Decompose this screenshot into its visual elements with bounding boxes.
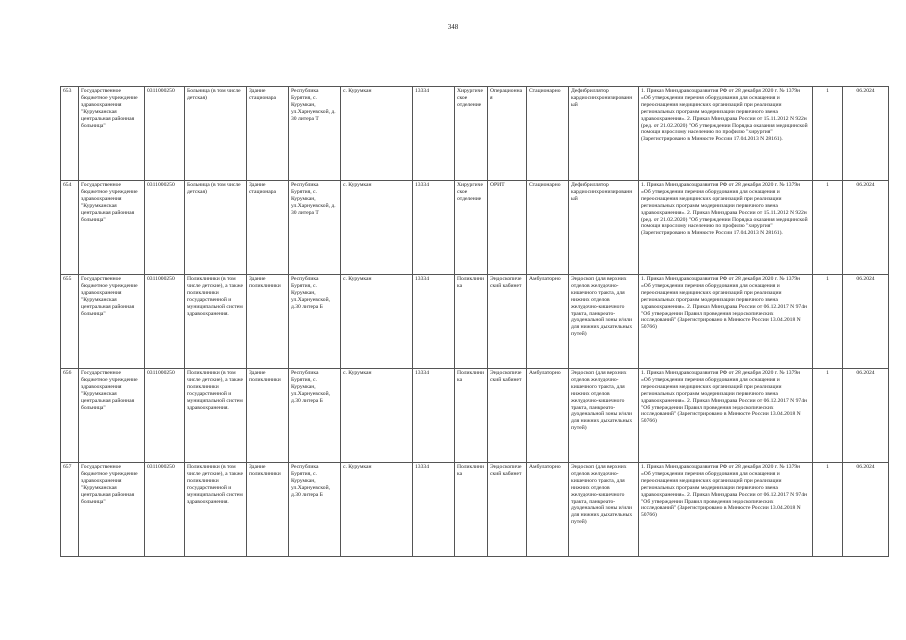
table-row [61, 369, 889, 463]
delivery-date-cell: 06.2024 [843, 275, 889, 369]
locality-cell: с. Курумкан [341, 181, 413, 275]
table-row [61, 87, 889, 181]
table-row [61, 463, 889, 557]
equipment-cell: Эндоскоп (для верхних отделов желудочно-кишечного тракта, для нижних отделов желудочно-кишечного тракта, панкреато-дуоденальной зоны и/или для нижних дыхательных путей) [569, 463, 639, 557]
organization-cell: Государственное бюджетное учреждение здравоохранения "Курумканская центральная районная больница" [79, 463, 145, 557]
postcode-cell: 13334 [413, 87, 455, 181]
locality-cell: с. Курумкан [341, 87, 413, 181]
row-number-cell: 653 [61, 87, 79, 181]
organization-cell: Государственное бюджетное учреждение здравоохранения "Курумканская центральная районная больница" [79, 87, 145, 181]
building-cell: Здание стационара [247, 181, 289, 275]
locality-cell: с. Курумкан [341, 275, 413, 369]
row-number-cell: 654 [61, 181, 79, 275]
building-cell: Здание стационара [247, 87, 289, 181]
delivery-date-cell: 06.2024 [843, 87, 889, 181]
table-row [61, 275, 889, 369]
row-number-cell: 657 [61, 463, 79, 557]
organization-cell: Государственное бюджетное учреждение здравоохранения "Курумканская центральная районная больница" [79, 181, 145, 275]
department-cell: Хирургическое отделение [455, 181, 488, 275]
equipment-cell: Эндоскоп (для верхних отделов желудочно-кишечного тракта, для нижних отделов желудочно-кишечного тракта, панкреато-дуоденальной зоны и/или для нижних дыхательных путей) [569, 275, 639, 369]
room-cell: Операционная [488, 87, 527, 181]
care-form-cell: Амбулаторно [527, 275, 569, 369]
equipment-registry-table [60, 86, 889, 557]
facility-type-cell: Поликлиники (в том числе детские), а также поликлиники государственной и муниципальной систем здравоохранения. [185, 463, 247, 557]
row-number-cell: 655 [61, 275, 79, 369]
postcode-cell: 13334 [413, 463, 455, 557]
building-cell: Здание поликлиники [247, 275, 289, 369]
care-form-cell: Амбулаторно [527, 463, 569, 557]
address-cell: Республика Бурятия, с. Курумкан, ул.Харнуевской, д.30 литера Б [289, 275, 341, 369]
quantity-cell: 1 [813, 87, 843, 181]
equipment-cell: Эндоскоп (для верхних отделов желудочно-кишечного тракта, для нижних отделов желудочно-кишечного тракта, панкреато-дуоденальной зоны и/или для нижних дыхательных путей) [569, 369, 639, 463]
table-row [61, 181, 889, 275]
care-form-cell: Стационарно [527, 181, 569, 275]
delivery-date-cell: 06.2024 [843, 181, 889, 275]
department-cell: Хирургическое отделение [455, 87, 488, 181]
equipment-cell: Дефибриллятор кардиосинхронизированный [569, 181, 639, 275]
locality-cell: с. Курумкан [341, 463, 413, 557]
delivery-date-cell: 06.2024 [843, 369, 889, 463]
row-number-cell: 656 [61, 369, 79, 463]
legal-basis-cell: 1. Приказ Минздравсоцразвития РФ от 28 декабря 2020 г. № 1379н «Об утверждении перечня оборудования для оснащения и переоснащения медицинских организаций при реализации региональных программ модернизации первичного звена здравоохранения». 2. Приказ Минздрава России от 06.12.2017 N 974н "Об утверждении Правил проведения эндоскопических исследований" (Зарегистрировано в Минюсте России 13.04.2018 N 50766) [639, 463, 813, 557]
org-code-cell: 0311000250 [145, 275, 185, 369]
organization-cell: Государственное бюджетное учреждение здравоохранения "Курумканская центральная районная больница" [79, 369, 145, 463]
building-cell: Здание поликлиники [247, 369, 289, 463]
facility-type-cell: Поликлиники (в том числе детские), а также поликлиники государственной и муниципальной систем здравоохранения. [185, 369, 247, 463]
address-cell: Республика Бурятия, с. Курумкан, ул.Харнуевской, д. 30 литера Т [289, 87, 341, 181]
organization-cell: Государственное бюджетное учреждение здравоохранения "Курумканская центральная районная больница" [79, 275, 145, 369]
room-cell: ОРИТ [488, 181, 527, 275]
postcode-cell: 13334 [413, 369, 455, 463]
legal-basis-cell: 1. Приказ Минздравсоцразвития РФ от 28 декабря 2020 г. № 1379н «Об утверждении перечня оборудования для оснащения и переоснащения медицинских организаций при реализации региональных программ модернизации первичного звена здравоохранения». 2. Приказ Минздрава России от 15.11.2012 N 922н (ред. от 21.02.2020) "Об утверждении Порядка оказания медицинской помощи взрослому населению по профилю "хирургия" (Зарегистрировано в Минюсте России 17.04.2013 N 28161). [639, 181, 813, 275]
facility-type-cell: Больница (в том числе детская) [185, 87, 247, 181]
legal-basis-cell: 1. Приказ Минздравсоцразвития РФ от 28 декабря 2020 г. № 1379н «Об утверждении перечня оборудования для оснащения и переоснащения медицинских организаций при реализации региональных программ модернизации первичного звена здравоохранения». 2. Приказ Минздрава России от 15.11.2012 N 922н (ред. от 21.02.2020) "Об утверждении Порядка оказания медицинской помощи взрослому населению по профилю "хирургия" (Зарегистрировано в Минюсте России 17.04.2013 N 28161). [639, 87, 813, 181]
quantity-cell: 1 [813, 275, 843, 369]
department-cell: Поликлиника [455, 275, 488, 369]
equipment-cell: Дефибриллятор кардиосинхронизированный [569, 87, 639, 181]
quantity-cell: 1 [813, 181, 843, 275]
building-cell: Здание поликлиники [247, 463, 289, 557]
care-form-cell: Амбулаторно [527, 369, 569, 463]
facility-type-cell: Больница (в том числе детская) [185, 181, 247, 275]
org-code-cell: 0311000250 [145, 87, 185, 181]
department-cell: Поликлиника [455, 463, 488, 557]
delivery-date-cell: 06.2024 [843, 463, 889, 557]
locality-cell: с. Курумкан [341, 369, 413, 463]
address-cell: Республика Бурятия, с. Курумкан, ул.Харнуевской, д.30 литера Б [289, 369, 341, 463]
postcode-cell: 13334 [413, 275, 455, 369]
quantity-cell: 1 [813, 463, 843, 557]
department-cell: Поликлиника [455, 369, 488, 463]
legal-basis-cell: 1. Приказ Минздравсоцразвития РФ от 28 декабря 2020 г. № 1379н «Об утверждении перечня оборудования для оснащения и переоснащения медицинских организаций при реализации региональных программ модернизации первичного звена здравоохранения». 2. Приказ Минздрава России от 06.12.2017 N 974н "Об утверждении Правил проведения эндоскопических исследований" (Зарегистрировано в Минюсте России 13.04.2018 N 50766) [639, 275, 813, 369]
org-code-cell: 0311000250 [145, 181, 185, 275]
care-form-cell: Стационарно [527, 87, 569, 181]
org-code-cell: 0311000250 [145, 369, 185, 463]
room-cell: Эндоскопический кабинет [488, 463, 527, 557]
address-cell: Республика Бурятия, с. Курумкан, ул.Харнуевской, д. 30 литера Т [289, 181, 341, 275]
legal-basis-cell: 1. Приказ Минздравсоцразвития РФ от 28 декабря 2020 г. № 1379н «Об утверждении перечня оборудования для оснащения и переоснащения медицинских организаций при реализации региональных программ модернизации первичного звена здравоохранения». 2. Приказ Минздрава России от 06.12.2017 N 974н "Об утверждении Правил проведения эндоскопических исследований" (Зарегистрировано в Минюсте России 13.04.2018 N 50766) [639, 369, 813, 463]
quantity-cell: 1 [813, 369, 843, 463]
postcode-cell: 13334 [413, 181, 455, 275]
facility-type-cell: Поликлиники (в том числе детские), а также поликлиники государственной и муниципальной систем здравоохранения. [185, 275, 247, 369]
address-cell: Республика Бурятия, с. Курумкан, ул.Харнуевской, д.30 литера Б [289, 463, 341, 557]
org-code-cell: 0311000250 [145, 463, 185, 557]
page-number: 348 [447, 23, 459, 31]
room-cell: Эндоскопический кабинет [488, 369, 527, 463]
room-cell: Эндоскопический кабинет [488, 275, 527, 369]
